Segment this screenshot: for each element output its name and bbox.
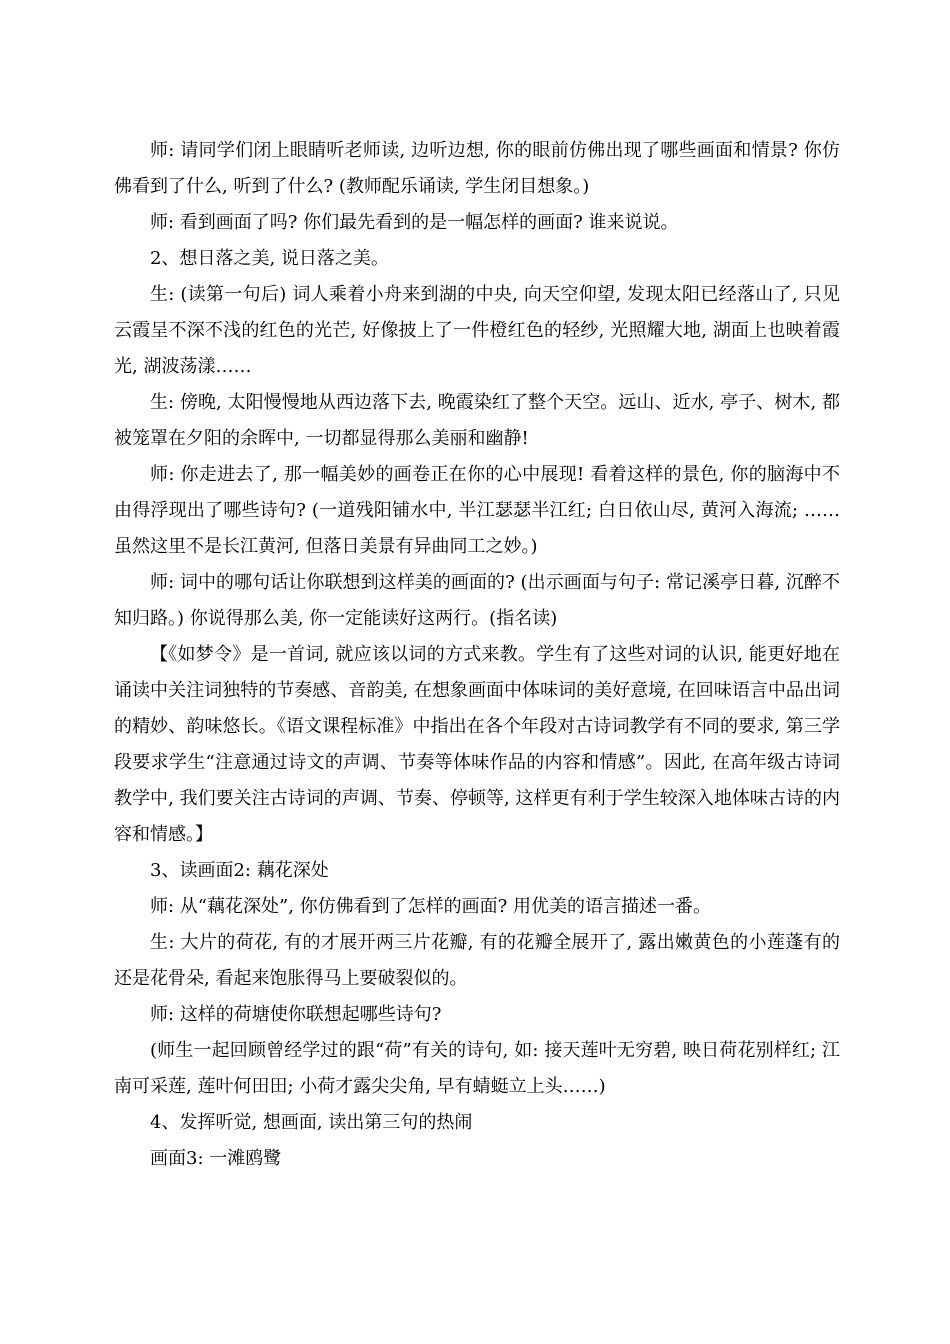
section-heading-lotus: 3、读画面2: 藕花深处 <box>150 860 329 881</box>
paragraph-commentary: 【《如梦令》是一首词, 就应该以词的方式来教。学生有了这些对词的认识, 能更好地在诵读中关注词独特的节奏感、音韵美, 在想象画面中体味词的美好意境, 在回味语言中品出词的精妙、韵味悠长。《语文课程标准》中指出在各个年段对古诗词教学有不同的要求, 第三学段要求学生“注意通过诗文的声调、节奏等体味作品的内容和情感”。因此, 在高年级古诗词教学中, 我们要关注古诗词的声调、节奏、停顿等, 这样更有利于学生较深入地体味古诗的内容和情感。】 <box>114 644 840 845</box>
paragraph-teacher-poems: 师: 你走进去了, 那一幅美妙的画卷正在你的心中展现! 看着这样的景色, 你的脑海中不由得浮现出了哪些诗句? (一道残阳铺水中, 半江瑟瑟半江红; 白日依山尽, 黄河入海流; ……虽然这里不是长江黄河, 但落日美景有异曲同工之妙。) <box>114 464 840 557</box>
section-heading-sunset: 2、想日落之美, 说日落之美。 <box>150 248 389 269</box>
paragraph-teacher-pond: 师: 这样的荷塘使你联想起哪些诗句? <box>150 1004 442 1025</box>
paragraph-teacher-instruction: 师: 请同学们闭上眼睛听老师读, 边听边想, 你的眼前仿佛出现了哪些画面和情景? 你仿佛看到了什么, 听到了什么? (教师配乐诵读, 学生闭目想象。) <box>114 140 840 197</box>
paragraph-teacher-lines: 师: 词中的哪句话让你联想到这样美的画面的? (出示画面与句子: 常记溪亭日暮, 沉醉不知归路。) 你说得那么美, 你一定能读好这两行。(指名读) <box>114 572 840 629</box>
paragraph-student-answer-2: 生: 傍晚, 太阳慢慢地从西边落下去, 晚霞染红了整个天空。远山、近水, 亭子、树木, 都被笼罩在夕阳的余晖中, 一切都显得那么美丽和幽静! <box>114 392 840 449</box>
section-heading-hearing: 4、发挥听觉, 想画面, 读出第三句的热闹 <box>150 1112 473 1133</box>
document-page <box>114 133 840 1177</box>
paragraph-student-lotus: 生: 大片的荷花, 有的才展开两三片花瓣, 有的花瓣全展开了, 露出嫩黄色的小莲蓬有的还是花骨朵, 看起来饱胀得马上要破裂似的。 <box>114 932 840 989</box>
paragraph-teacher-question: 师: 看到画面了吗? 你们最先看到的是一幅怎样的画面? 谁来说说。 <box>150 212 679 233</box>
section-heading-gulls: 画面3: 一滩鸥鹭 <box>150 1148 282 1169</box>
paragraph-lotus-poems: (师生一起回顾曾经学过的跟“荷”有关的诗句, 如: 接天莲叶无穷碧, 映日荷花别样红; 江南可采莲, 莲叶何田田; 小荷才露尖尖角, 早有蜻蜓立上头……) <box>114 1040 840 1097</box>
paragraph-student-answer-1: 生: (读第一句后) 词人乘着小舟来到湖的中央, 向天空仰望, 发现太阳已经落山了, 只见云霞呈不深不浅的红色的光芒, 好像披上了一件橙红色的轻纱, 光照耀大地, 湖面上也映着霞光, 湖波荡漾…… <box>114 284 840 377</box>
paragraph-teacher-lotus: 师: 从“藕花深处”, 你仿佛看到了怎样的画面? 用优美的语言描述一番。 <box>150 896 712 917</box>
